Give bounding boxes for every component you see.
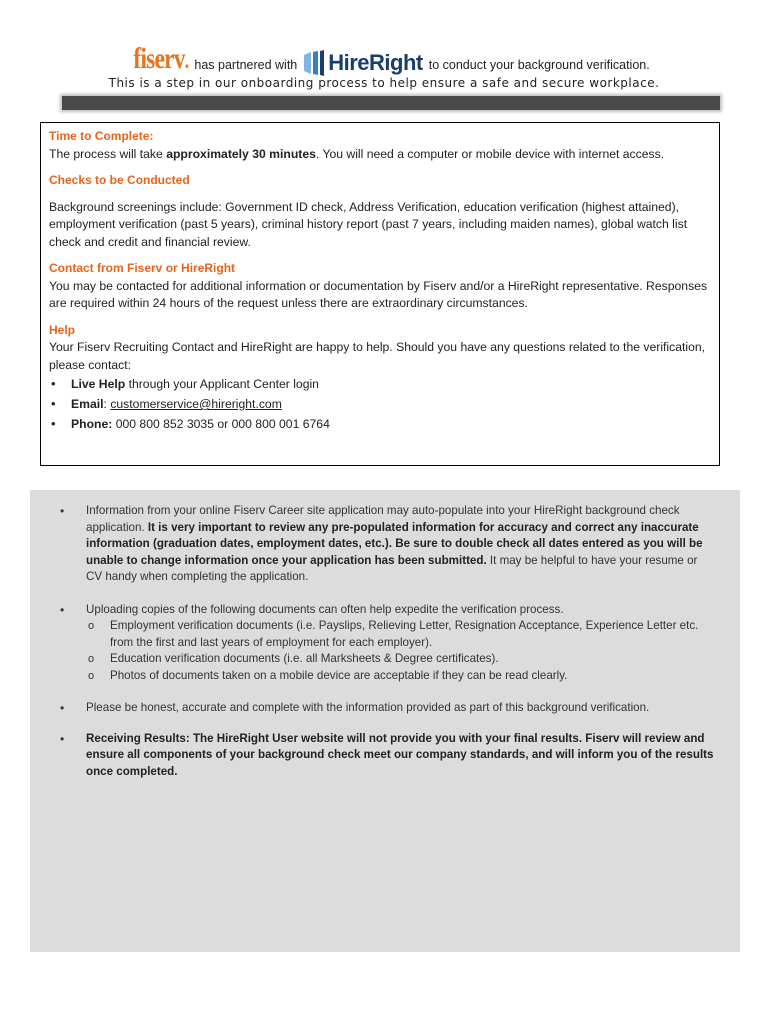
hireright-logo: HireRight (303, 50, 423, 76)
sub-item-photos: o Photos of documents taken on a mobile device are acceptable if they can be read clearly. (86, 668, 714, 685)
list-item-auto-populate: • Information from your online Fiserv Career site application may auto-populate into your HireRight background check application. It is very important to review any pre-populated information for accuracy and correct any inaccurate information (graduation dates, employment dates, etc.). Be sure to double check all dates entered as you will be unable to change information once your application has been submitted. It may be helpful to have your resume or CV handy when completing the application. (30, 503, 740, 586)
time-title: Time to Complete: (49, 129, 154, 143)
checks-body: Background screenings include: Government ID check, Address Verification, education verification (highest attained), employment verification (past 5 years), criminal history report (past 7 years, including maiden names), global watch list check and credit and financial review. (49, 199, 688, 249)
list-item-email: • Email: customerservice@hireright.com (49, 394, 711, 414)
instructions-panel (30, 490, 740, 952)
partnered-text: has partnered with (194, 58, 298, 72)
sub-item-employment: o Employment verification documents (i.e. Payslips, Relieving Letter, Resignation Acceptance, Experience Letter etc. from the first and last years of employment for each employer). (86, 618, 714, 651)
header (0, 36, 768, 90)
list-item-uploading: • Uploading copies of the following documents can often help expedite the verification process. o Employment verification documents (i.e. Payslips, Relieving Letter, Resignation Acceptance, Experience Letter etc. from the first and last years of employment for each employer). o Education verification documents (i.e. all Marksheets & Degree certificates). o Photos of documents taken on a mobile device are acceptable if they can be read clearly. (30, 602, 740, 685)
list-item-honest: • Please be honest, accurate and complete with the information provided as part of this background verification. (30, 700, 740, 717)
conduct-text: to conduct your background verification. (428, 58, 650, 72)
list-item-live-help: • Live Help through your Applicant Center login (49, 374, 711, 394)
email-link[interactable]: customerservice@hireright.com (110, 397, 282, 411)
contact-title: Contact from Fiserv or HireRight (49, 261, 236, 275)
hireright-mark-icon (303, 50, 325, 76)
list-item-phone: • Phone: 000 800 852 3035 or 000 800 001 6764 (49, 414, 711, 434)
banner-divider (62, 96, 720, 110)
instructions-list (30, 503, 740, 780)
help-title: Help (49, 322, 76, 337)
header-partnership-line (0, 36, 768, 76)
help-body: Your Fiserv Recruiting Contact and HireRight are happy to help. Should you have any questions related to the verification, please contact: (49, 340, 706, 372)
time-body: The process will take approximately 30 minutes. You will need a computer or mobile device with internet access. (49, 146, 665, 161)
info-box (40, 122, 720, 466)
sub-item-education: o Education verification documents (i.e. all Marksheets & Degree certificates). (86, 651, 714, 668)
fiserv-logo: fiserv. (133, 42, 189, 75)
document-sublist (86, 618, 714, 684)
help-contact-list (49, 374, 711, 434)
list-item-results: • Receiving Results: The HireRight User website will not provide you with your final results. Fiserv will review and ensure all components of your background check meet our company standards, and will inform you of the results once completed. (30, 731, 740, 781)
header-subline: This is a step in our onboarding process to help ensure a safe and secure workplace. (108, 76, 660, 90)
contact-body: You may be contacted for additional information or documentation by Fiserv and/or a HireRight representative. Responses are required within 24 hours of the request unless there are extraordinary circumstances. (49, 278, 708, 310)
checks-title: Checks to be Conducted (49, 173, 190, 187)
